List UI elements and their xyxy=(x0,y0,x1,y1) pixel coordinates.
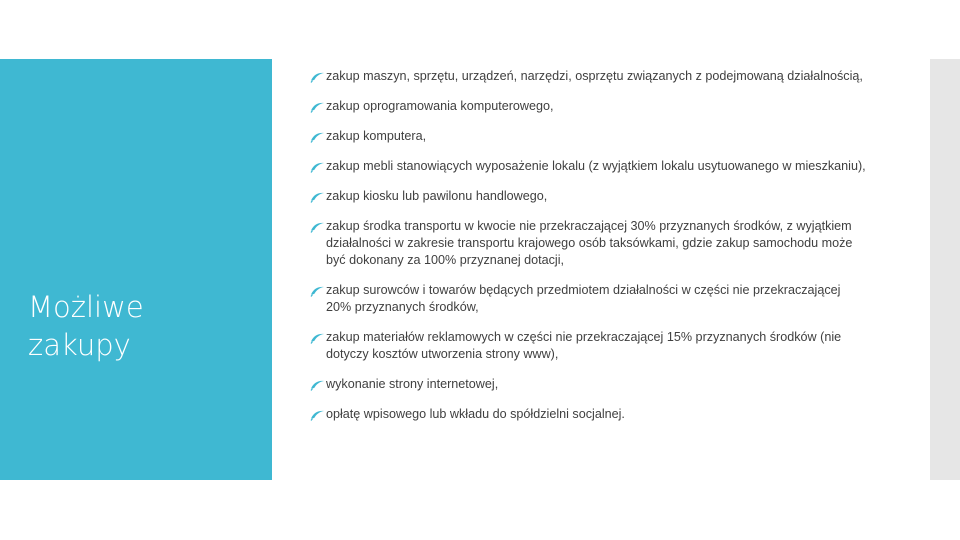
list-item-text: zakup mebli stanowiących wyposażenie lokalu (z wyjątkiem lokalu usytuowanego w mieszkaniu), xyxy=(326,159,866,173)
list-item xyxy=(309,376,869,393)
leaf-arrow-icon xyxy=(309,128,326,145)
list-item xyxy=(309,329,869,363)
list-item-text: zakup materiałów reklamowych w części nie przekraczającej 15% przyznanych środków (nie dotyczy kosztów utworzenia strony www), xyxy=(326,330,842,361)
list-item xyxy=(309,218,869,269)
right-decor-strip xyxy=(930,59,960,480)
list-item-text: zakup komputera, xyxy=(326,129,427,143)
leaf-arrow-icon xyxy=(309,68,326,85)
leaf-arrow-icon xyxy=(309,98,326,115)
bullet-list xyxy=(309,68,869,436)
leaf-arrow-icon xyxy=(309,329,326,346)
list-item-text: zakup kiosku lub pawilonu handlowego, xyxy=(326,189,548,203)
slide-title: Możliwe zakupy xyxy=(28,290,144,362)
list-item xyxy=(309,188,869,205)
leaf-arrow-icon xyxy=(309,282,326,299)
list-item-text: zakup oprogramowania komputerowego, xyxy=(326,99,554,113)
leaf-arrow-icon xyxy=(309,376,326,393)
leaf-arrow-icon xyxy=(309,406,326,423)
list-item xyxy=(309,158,869,175)
title-panel xyxy=(0,59,272,480)
list-item-text: opłatę wpisowego lub wkładu do spółdzielni socjalnej. xyxy=(326,407,625,421)
list-item xyxy=(309,282,869,316)
list-item xyxy=(309,406,869,423)
leaf-arrow-icon xyxy=(309,158,326,175)
leaf-arrow-icon xyxy=(309,218,326,235)
list-item-text: zakup maszyn, sprzętu, urządzeń, narzędzi, osprzętu związanych z podejmowaną działalnością, xyxy=(326,69,863,83)
list-item xyxy=(309,98,869,115)
list-item-text: zakup surowców i towarów będących przedmiotem działalności w części nie przekraczającej 20% przyznanych środków, xyxy=(326,283,841,314)
list-item-text: wykonanie strony internetowej, xyxy=(326,377,499,391)
leaf-arrow-icon xyxy=(309,188,326,205)
list-item xyxy=(309,68,869,85)
list-item-text: zakup środka transportu w kwocie nie przekraczającej 30% przyznanych środków, z wyjątkiem działalności w zakresie transportu krajowego osób taksówkami, gdzie zakup samochodu może być dokonany za 100% przyznanej dotacji, xyxy=(326,219,853,267)
list-item xyxy=(309,128,869,145)
